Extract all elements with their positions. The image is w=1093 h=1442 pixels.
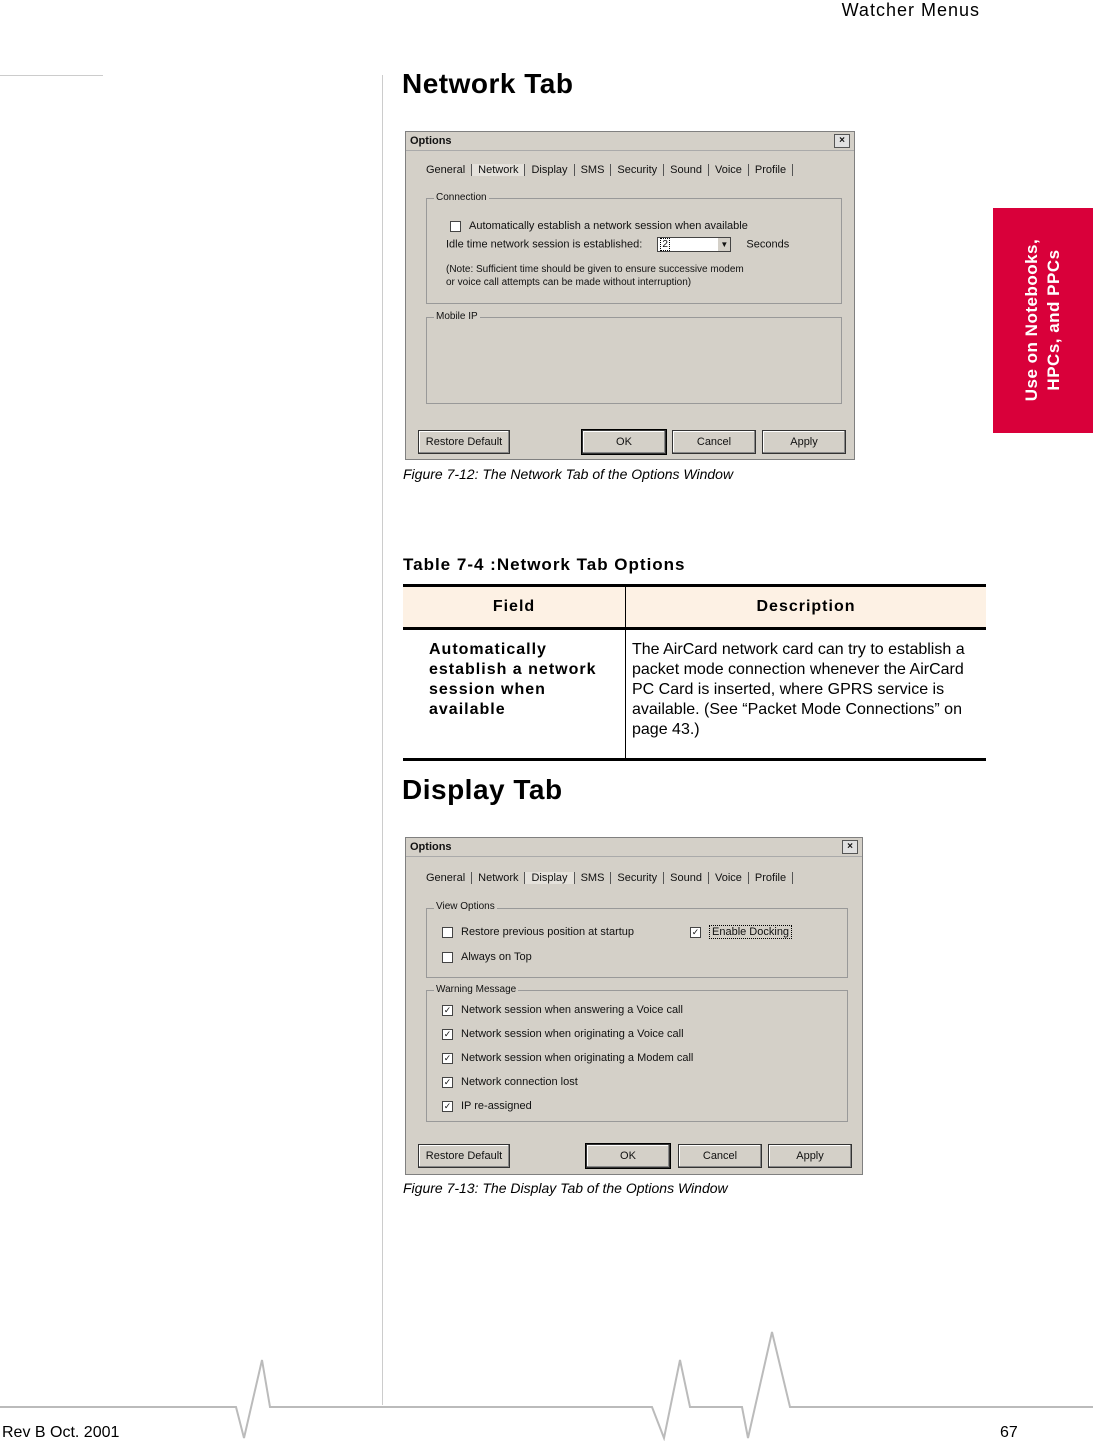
note-line-2: or voice call attempts can be made without interruption)	[446, 277, 692, 288]
dialog-titlebar	[406, 838, 862, 857]
tab-network[interactable]: Network	[472, 872, 525, 884]
restore-position-option[interactable]	[442, 926, 634, 938]
table-title: Table 7-4 :Network Tab Options	[403, 555, 686, 574]
tab-profile[interactable]: Profile	[749, 164, 793, 176]
tab-security[interactable]: Security	[611, 872, 664, 884]
view-options-group	[426, 908, 848, 978]
always-on-top-option[interactable]	[442, 951, 532, 963]
warning-checkbox[interactable]: ✓	[443, 1100, 452, 1111]
figure-7-12-caption: Figure 7-12: The Network Tab of the Options Window	[403, 466, 734, 482]
column-header-field: Field	[403, 586, 626, 629]
idle-time-label: Idle time network session is established:	[446, 238, 643, 251]
warning-label: IP re-assigned	[461, 1100, 532, 1112]
enable-docking-option[interactable]	[690, 926, 792, 938]
close-icon[interactable]: ×	[834, 134, 850, 148]
description-cell: The AirCard network card can try to establish a packet mode connection whenever the AirCard PC Card is inserted, where GPRS service is available. (See “Packet Mode Connections” on page 43.)	[626, 629, 987, 760]
tab-voice[interactable]: Voice	[709, 872, 749, 884]
warning-option[interactable]	[442, 1004, 683, 1016]
side-tab-line-2: HPCs, and PPCs	[1044, 249, 1063, 391]
ok-button[interactable]: OK	[586, 1144, 670, 1168]
always-on-top-checkbox[interactable]	[442, 952, 453, 963]
idle-time-row	[446, 237, 789, 252]
warning-option[interactable]	[442, 1052, 693, 1064]
dialog-titlebar	[406, 132, 854, 151]
warning-checkbox[interactable]: ✓	[443, 1028, 452, 1039]
warning-checkbox[interactable]: ✓	[443, 1076, 452, 1087]
warning-label: Network connection lost	[461, 1076, 578, 1088]
field-cell: Automatically establish a network session when available	[403, 629, 626, 760]
restore-default-button[interactable]: Restore Default	[418, 1144, 510, 1168]
apply-button[interactable]: Apply	[762, 430, 846, 454]
warning-checkbox[interactable]: ✓	[443, 1004, 452, 1015]
view-options-group-label: View Options	[436, 901, 495, 912]
tab-sound[interactable]: Sound	[664, 872, 709, 884]
warning-label: Network session when answering a Voice call	[461, 1004, 683, 1016]
tab-sms[interactable]: SMS	[575, 872, 612, 884]
auto-establish-label: Automatically establish a network session when available	[469, 220, 748, 232]
restore-position-checkbox[interactable]	[442, 927, 453, 938]
network-tab-heading: Network Tab	[402, 68, 574, 99]
tab-sound[interactable]: Sound	[664, 164, 709, 176]
column-header-description: Description	[626, 586, 987, 629]
dialog-title: Options	[410, 841, 452, 853]
idle-time-select[interactable]	[657, 237, 731, 252]
warning-label: Network session when originating a Modem call	[461, 1052, 694, 1064]
network-options-table	[403, 584, 986, 761]
warning-option[interactable]	[442, 1076, 578, 1088]
warning-label: Network session when originating a Voice call	[461, 1028, 684, 1040]
tab-display[interactable]: Display	[525, 164, 574, 176]
mobile-ip-group	[426, 317, 842, 404]
cancel-button[interactable]: Cancel	[678, 1144, 762, 1168]
auto-establish-option[interactable]	[450, 220, 748, 232]
tab-general[interactable]: General	[420, 872, 472, 884]
display-options-dialog	[405, 837, 863, 1175]
tab-sms[interactable]: SMS	[575, 164, 612, 176]
restore-position-label: Restore previous position at startup	[461, 926, 635, 938]
tab-display[interactable]: Display	[525, 872, 574, 884]
dialog-tabs	[420, 872, 793, 884]
close-icon[interactable]: ×	[842, 840, 858, 854]
always-on-top-label: Always on Top	[461, 951, 532, 963]
waveform-line	[0, 1332, 1093, 1438]
display-tab-heading: Display Tab	[402, 774, 563, 805]
mobile-ip-group-label: Mobile IP	[436, 311, 478, 322]
ok-button[interactable]: OK	[582, 430, 666, 454]
restore-default-button[interactable]: Restore Default	[418, 430, 510, 454]
warning-option[interactable]	[442, 1100, 532, 1112]
dialog-tabs	[420, 164, 793, 176]
enable-docking-label: Enable Docking	[709, 925, 792, 939]
apply-button[interactable]: Apply	[768, 1144, 852, 1168]
table-row	[403, 629, 986, 760]
chevron-down-icon[interactable]: ▼	[718, 238, 730, 251]
enable-docking-checkbox[interactable]: ✓	[691, 926, 700, 937]
footer-waveform	[0, 1330, 1093, 1441]
header-rule	[0, 75, 103, 76]
warning-message-group-label: Warning Message	[436, 984, 517, 995]
tab-voice[interactable]: Voice	[709, 164, 749, 176]
idle-time-value: 2	[662, 239, 668, 250]
figure-7-13-caption: Figure 7-13: The Display Tab of the Options Window	[403, 1180, 728, 1196]
side-tab-line-1: Use on Notebooks,	[1022, 238, 1041, 402]
section-side-tab	[993, 208, 1093, 433]
auto-establish-checkbox[interactable]	[450, 221, 461, 232]
connection-group-label: Connection	[436, 192, 487, 203]
cancel-button[interactable]: Cancel	[672, 430, 756, 454]
idle-time-unit: Seconds	[746, 238, 790, 251]
tab-security[interactable]: Security	[611, 164, 664, 176]
dialog-title: Options	[410, 135, 452, 147]
page-number: 67	[1000, 1424, 1018, 1441]
tab-general[interactable]: General	[420, 164, 472, 176]
running-header: Watcher Menus	[841, 0, 980, 20]
side-tab-label	[1021, 239, 1065, 401]
margin-rule	[382, 75, 383, 1405]
warning-checkbox[interactable]: ✓	[443, 1052, 452, 1063]
tab-profile[interactable]: Profile	[749, 872, 793, 884]
table-header-row	[403, 586, 986, 629]
warning-option[interactable]	[442, 1028, 684, 1040]
revision-date: Rev B Oct. 2001	[2, 1424, 120, 1441]
tab-network[interactable]: Network	[472, 164, 525, 176]
network-options-dialog	[405, 131, 855, 460]
note-line-1: (Note: Sufficient time should be given to ensure successive modem	[446, 264, 744, 275]
